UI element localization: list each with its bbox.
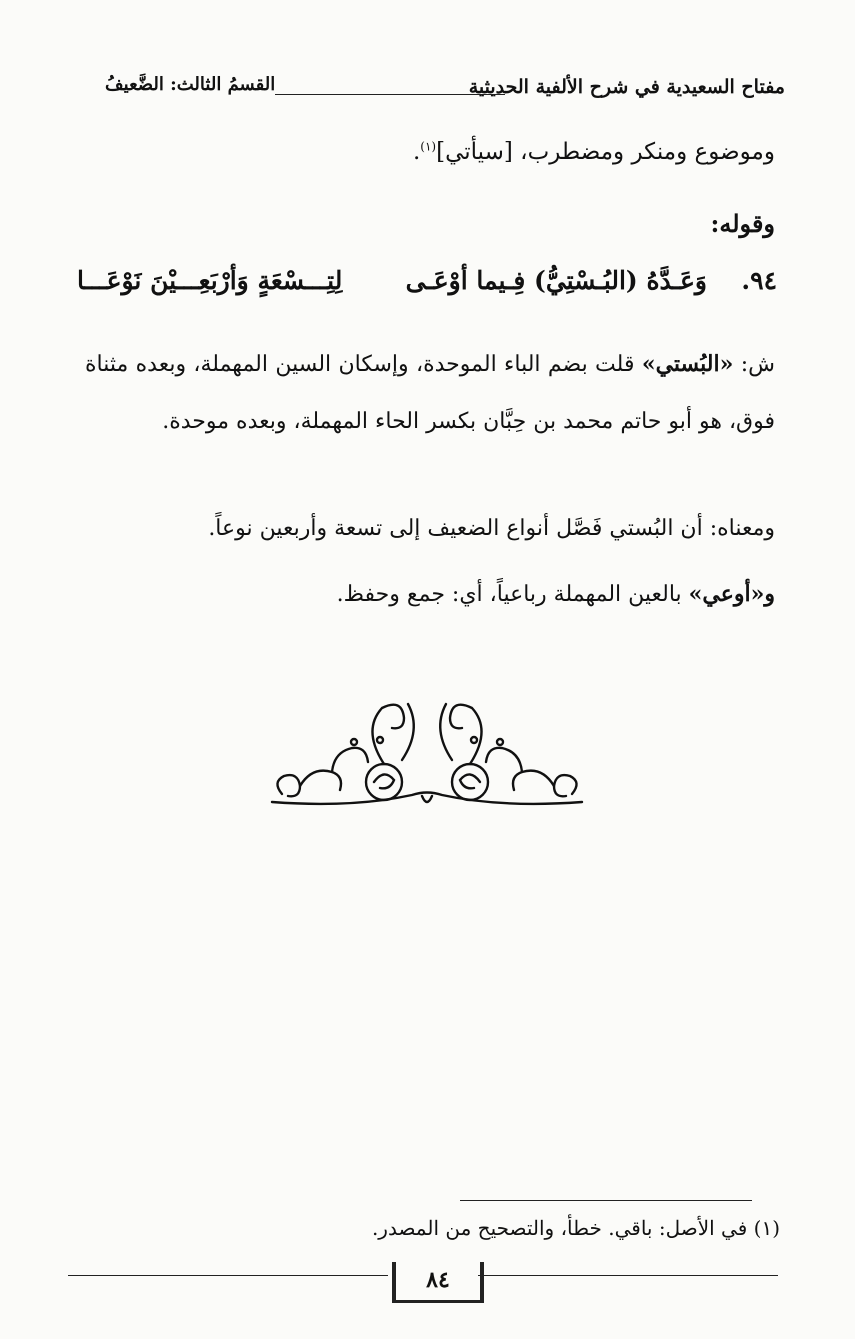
commentary-paragraph (85, 336, 775, 450)
awai-term: «أوعي» (688, 581, 765, 607)
footnote-rule (460, 1200, 752, 1201)
continuation-end: . (412, 139, 421, 165)
sh-label: ش: (740, 352, 775, 377)
qawlh-heading: وقوله: (710, 209, 775, 238)
sh-term: «البُستي» (641, 351, 734, 377)
footnote-ref: (١) (420, 139, 437, 154)
verse-line (77, 266, 777, 310)
continuation-line (85, 138, 775, 168)
footnote: (١) في الأصل: باقي. خطأ، والتصحيح من المصدر. (371, 1216, 780, 1240)
verse-hemistich-1: وَعَـدَّهُ (البُـسْتِيُّ) فِـيما أوْعَـى (405, 266, 707, 295)
meaning-paragraph: ومعناه: أن البُستي فَصَّل أنواع الضعيف إلى تسعة وأربعين نوعاً. (208, 516, 775, 541)
footer-rule-left (68, 1275, 388, 1276)
section-title: القسمُ الثالث: الضَّعيفُ (105, 74, 276, 95)
awai-prefix: و (764, 581, 775, 607)
footer-rule-right (478, 1275, 778, 1276)
header-rule (275, 94, 505, 95)
book-title: مفتاح السعيدية في شرح الألفية الحديثية (468, 76, 785, 98)
verse-number: ٩٤. (741, 266, 777, 295)
continuation-text: وموضوع ومنكر ومضطرب، [سيأتي] (436, 139, 775, 165)
verse-hemistich-2: لِتِـــسْعَةٍ وَأرْبَعِـــيْنَ نَوْعَـــا (77, 266, 343, 295)
page-number: ٨٤ (392, 1262, 484, 1303)
awai-text: بالعين المهملة رباعياً، أي: جمع وحفظ. (336, 582, 682, 607)
sh-text: قلت بضم الباء الموحدة، وإسكان السين المهملة، وبعده مثناة فوق، هو أبو حاتم محمد بن حِبَّان بكسر الحاء المهملة، وبعده موحدة. (85, 352, 775, 434)
running-header (105, 72, 785, 112)
floral-ornament-icon (262, 690, 592, 820)
awai-paragraph (85, 580, 775, 610)
